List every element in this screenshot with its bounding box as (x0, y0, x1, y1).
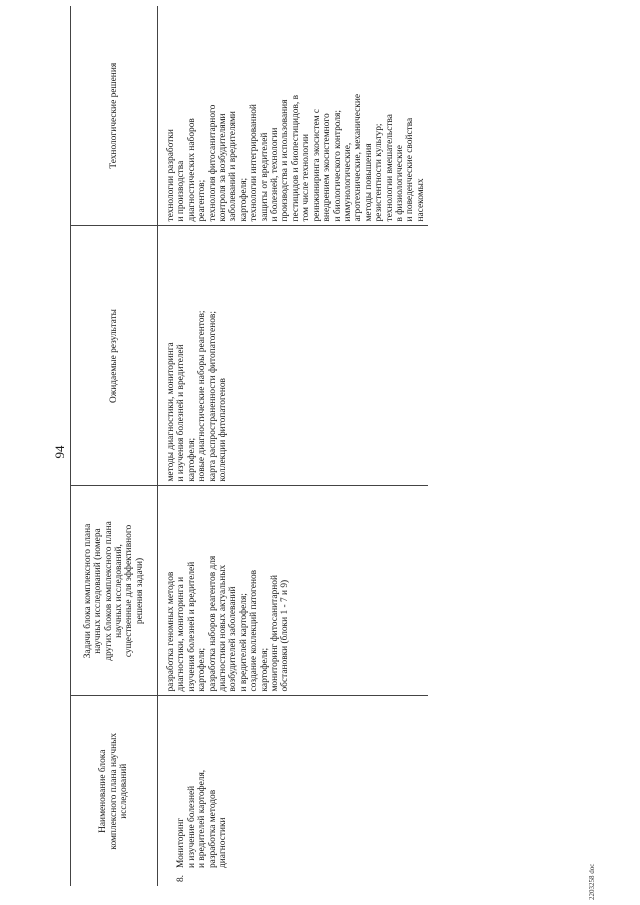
row-number: 8. (176, 874, 187, 882)
table-header-row (71, 6, 158, 886)
cell-block-name (158, 696, 429, 886)
cell-tasks: разработка геномных методов диагностики, мониторинга и изучения болезней и вредителей картофеля; разработка наборов реагентов для диагностики новых актуальных возбудителей заболеваний и вредителей картофеля; создание коллекций патогенов картофеля; мониторинг фитосанитарной обстановки (блоки 1 - 7 и 9) (158, 486, 429, 696)
cell-results: методы диагностики, мониторинга и изучения болезней и вредителей картофеля; новые диагностические наборы реагентов; карта распространенности фитопатогенов; коллекции фитопатогенов (158, 226, 429, 486)
header-results: Ожидаемые результаты (71, 226, 158, 486)
page-number: 94 (52, 445, 67, 459)
table-row (158, 6, 429, 886)
header-solutions: Технологические решения (71, 6, 158, 226)
cell-solutions: технологии разработки и производства диагностических наборов реагентов; технология фитосанитарного контроля за возбудителями заболеваний и вредителями картофеля; технологии интегрированной защиты от вредителей и болезней, технологии производства и использования пестицидов и биопестицидов, в том числе технологии реинжиниринга экосистем с внедрением экосистемного и биологического контроля; иммунологические, агротехнические, механические методы повышения резистентности культур; технологии вмешательства в физиологические и поведенческие свойства насекомых (158, 6, 429, 226)
rotated-document-page (10, 2, 630, 902)
block-name-text: Мониторинг и изучение болезней и вредителей картофеля, разработка методов диагностики (176, 769, 229, 868)
header-block-name: Наименование блока комплексного плана научных исследований (71, 696, 158, 886)
header-tasks: Задачи блока комплексного плана научных исследований (номера других блоков комплексного плана научных исследований, существенные для эффективного решения задачи) (71, 486, 158, 696)
research-plan-table (70, 6, 428, 886)
document-code: 2203258 doc (588, 863, 596, 900)
